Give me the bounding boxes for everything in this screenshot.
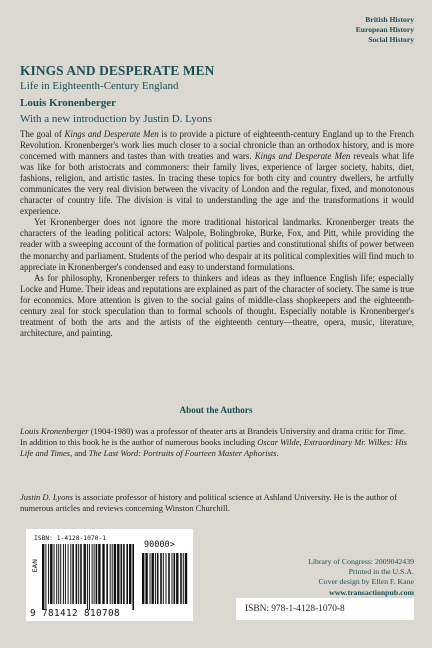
category-label: British History: [365, 15, 414, 24]
category-label: European History: [355, 25, 414, 34]
book-title: KINGS AND DESPERATE MEN: [20, 63, 215, 78]
barcode-bar: [60, 544, 61, 604]
barcode-bar: [157, 553, 159, 604]
barcode-bar: [50, 544, 52, 604]
barcode-bar: [68, 544, 69, 604]
author-bio-lyons: Justin D. Lyons is associate professor of history and political science at Ashland University. He is the author of numerous articles and reviews concerning Winston Churchill.: [20, 492, 397, 513]
about-authors-heading: About the Authors: [179, 405, 253, 415]
introduction-credit: With a new introduction by Justin D. Lyons: [20, 113, 213, 125]
barcode-bar: [129, 544, 131, 604]
book-subtitle: Life in Eighteenth-Century England: [20, 80, 179, 92]
book-author: Louis Kronenberger: [20, 97, 117, 109]
barcode-bar: [78, 544, 79, 604]
barcode-bar: [58, 544, 59, 604]
barcode-bar: [98, 544, 100, 604]
barcode-bar: [48, 544, 49, 604]
publisher-website: www.transactionpub.com: [329, 587, 414, 597]
barcode-bar: [89, 544, 90, 610]
publication-info: [214, 557, 414, 598]
blurb-paragraph: The goal of Kings and Desperate Men is to provide a picture of eighteenth-century England up to the French Revolution. Kronenberger's work lies much closer to a social chronicle than an orthodox history, and is more concerned with manners and tastes than with treaties and wars. Kings and Desperate Men reveals what life was like for both aristocrats and commoners: their family lives, experience of larger society, habits, diet, fashions, religion, and artistic tastes. In tracing these topics for both city and country dwellers, he artfully communicates the very real division between the vivacity of London and the regular, fixed, and monotonous character of country life. The division is vital to understanding the age and the transformations it would experience.: [20, 129, 414, 217]
barcode-bar: [42, 544, 44, 610]
barcode-isbn: ISBN: 1-4128-1070-1: [34, 535, 107, 542]
barcode-bar: [123, 544, 125, 604]
barcode-bar: [70, 544, 71, 604]
isbn-box: ISBN: 978-1-4128-1070-8: [236, 598, 414, 620]
barcode-bar: [168, 553, 170, 604]
barcode-bar: [183, 553, 184, 604]
barcode-bar: [94, 544, 95, 604]
barcode-bar: [96, 544, 98, 604]
barcode-bar: [155, 553, 156, 604]
barcode-bar: [56, 544, 57, 604]
barcode-bar: [121, 544, 123, 604]
barcode-bar: [110, 544, 111, 604]
barcode-bar: [152, 553, 154, 604]
barcode-bar: [185, 553, 187, 604]
barcode-bar: [145, 553, 147, 604]
blurb-paragraph: Yet Kronenberger does not ignore the more traditional historical landmarks. Kronenberger treats the characters of the leading political actors: Walpole, Bolingbroke, Burke, Fox, and Pitt, while providing the reader with a sweeping account of the formation of political parties and constitutional shifts of power between the monarchy and parliament. Students of the period who despair at its political complexities will find much to appreciate in Kronenberger's condensed and easy to understand formulations.: [20, 217, 414, 272]
barcode-bar: [65, 544, 66, 604]
library-of-congress: Library of Congress: 2009042439: [308, 557, 414, 566]
barcode-bar: [80, 544, 82, 604]
barcode-bar: [172, 553, 173, 604]
blurb-paragraph: As for philosophy, Kronenberger refers to thinkers and ideas as they influence English life; especially Locke and Hume. Their ideas and reputations are explained as part of the character of society. The same is true for economics. More attention is given to the social gains of middle-class shopkeepers and the eighteenth-century zeal for stock speculation than to formal schools of thought. Especially notable is Kronenberger's treatment of both the arts and the artists of the eighteenth century—theatre, opera, music, literature, architecture, and painting.: [20, 272, 414, 338]
barcode-bar: [114, 544, 116, 604]
category-label: Social History: [368, 35, 414, 44]
barcode-ean-label: EAN: [31, 559, 39, 573]
barcode-bar: [126, 544, 128, 604]
barcode-bar: [106, 544, 108, 604]
barcode-price-code: 90000>: [144, 540, 175, 550]
blurb-text: [20, 129, 414, 339]
barcode-bar: [76, 544, 78, 604]
barcode-bar: [180, 553, 182, 604]
barcode-bar: [72, 544, 74, 604]
barcode-digits: 9 781412 810708: [30, 608, 120, 619]
barcode-bar: [102, 544, 104, 604]
barcode-bar: [176, 553, 178, 604]
barcode-bar: [92, 544, 93, 604]
barcode-bar: [166, 553, 167, 604]
barcode-bar: [142, 553, 144, 604]
barcode-bar: [132, 544, 134, 610]
barcode-bar: [45, 544, 46, 610]
barcode-bar: [174, 553, 176, 604]
barcode-bar: [112, 544, 113, 604]
barcode-bar: [84, 544, 86, 604]
barcode-bar: [63, 544, 64, 604]
subject-categories: [304, 15, 414, 45]
printed-in: Printed in the U.S.A.: [348, 567, 414, 577]
author-bio-kronenberger: Louis Kronenberger (1904-1980) was a professor of theater arts at Brandeis University and drama critic for Time. In addition to this book he is the author of numerous books including Oscar Wilde, Extraordinary Mr. Wilkes: His Life and Times, and The Last Word: Portraits of Fourteen Master Aphorists.: [20, 426, 407, 458]
cover-design-credit: Cover design by Ellen F. Kane: [318, 577, 414, 587]
barcode-bar: [87, 544, 88, 610]
barcode-bar: [163, 553, 164, 604]
barcode-bar: [160, 553, 162, 604]
barcode-bar: [117, 544, 119, 604]
barcode: [26, 529, 193, 621]
barcode-bar: [54, 544, 55, 604]
barcode-bar: [150, 553, 151, 604]
